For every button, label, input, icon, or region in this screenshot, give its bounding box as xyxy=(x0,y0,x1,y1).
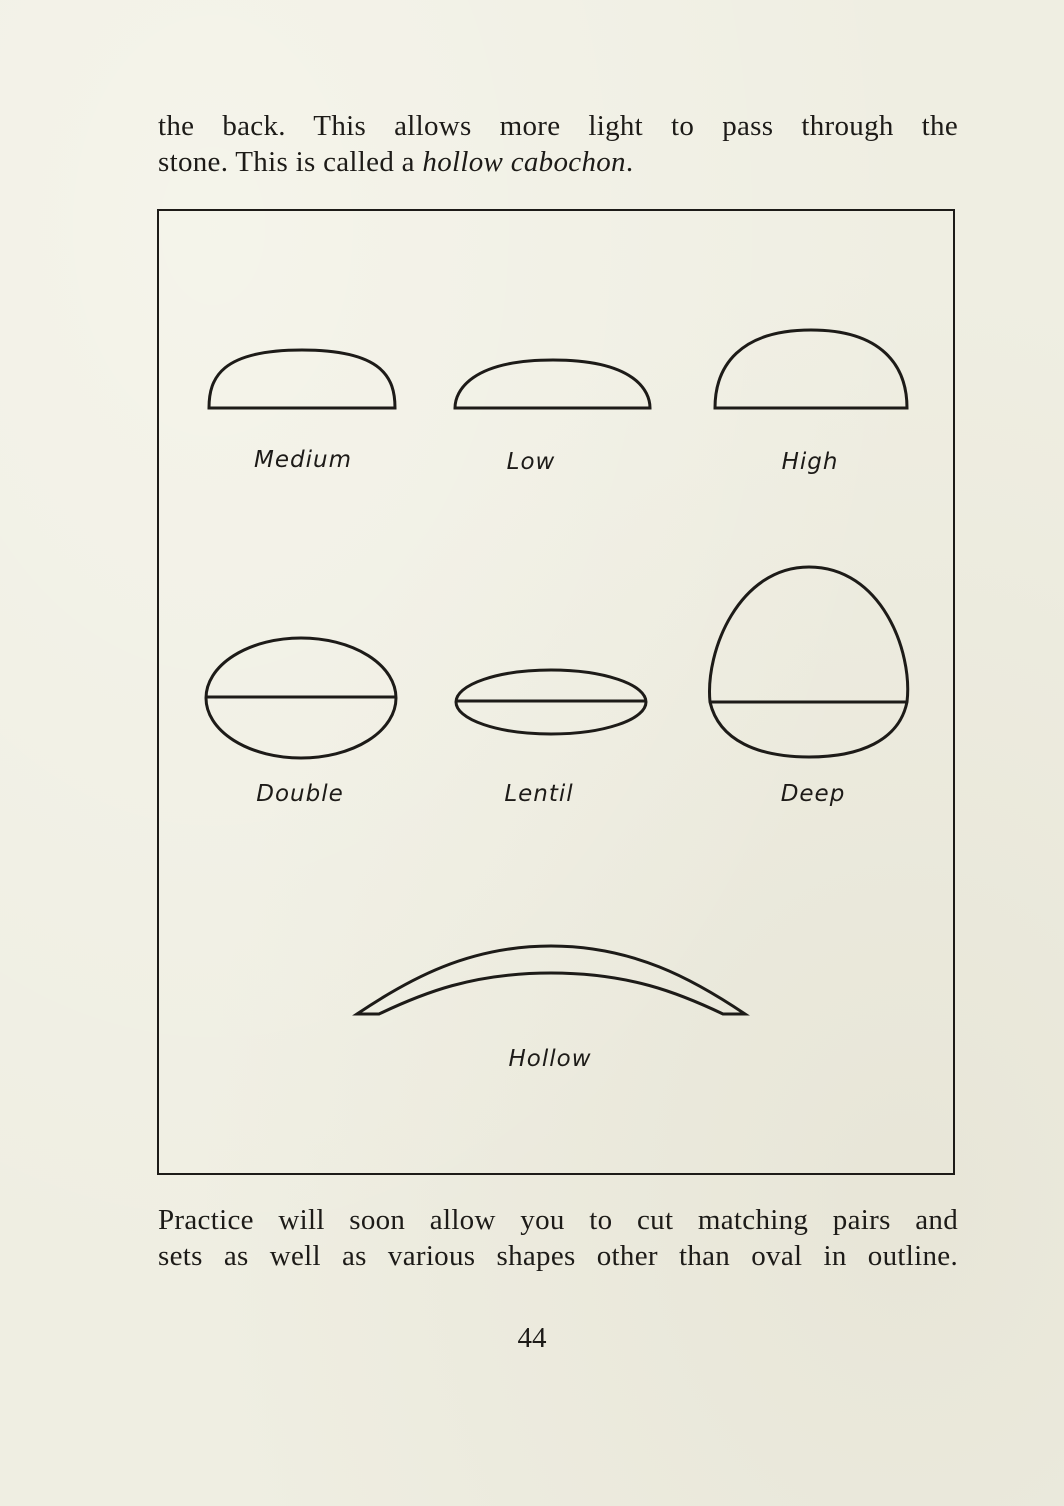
high-cabochon-shape xyxy=(715,330,907,408)
hollow-cabochon-term: hollow cabochon xyxy=(422,146,626,178)
label-high: High xyxy=(781,449,839,475)
label-hollow: Hollow xyxy=(508,1046,592,1072)
cabochon-shapes-figure xyxy=(157,209,955,1175)
cabochon-shapes-drawing xyxy=(159,211,957,1177)
bottom-paragraph xyxy=(158,1202,958,1274)
top-paragraph-line-2-suffix: . xyxy=(625,146,634,178)
bottom-paragraph-line-1: Practice will soon allow you to cut matching pairs and xyxy=(158,1204,958,1236)
top-paragraph xyxy=(158,108,958,180)
label-deep: Deep xyxy=(780,781,846,807)
label-low: Low xyxy=(506,449,556,475)
medium-cabochon-shape xyxy=(209,350,395,408)
hollow-cabochon-shape xyxy=(357,946,745,1014)
label-double: Double xyxy=(256,781,344,807)
bottom-paragraph-line-2: sets as well as various shapes other than oval in outline. xyxy=(158,1240,958,1272)
label-medium: Medium xyxy=(254,447,352,473)
deep-cabochon-shape xyxy=(710,567,908,757)
low-cabochon-shape xyxy=(455,360,650,408)
top-paragraph-line-1: the back. This allows more light to pass through the xyxy=(158,110,958,142)
top-paragraph-line-2-prefix: stone. This is called a xyxy=(158,146,423,178)
top-paragraph-line-2 xyxy=(158,144,958,180)
page-number: 44 xyxy=(517,1322,547,1354)
label-lentil: Lentil xyxy=(504,781,574,807)
